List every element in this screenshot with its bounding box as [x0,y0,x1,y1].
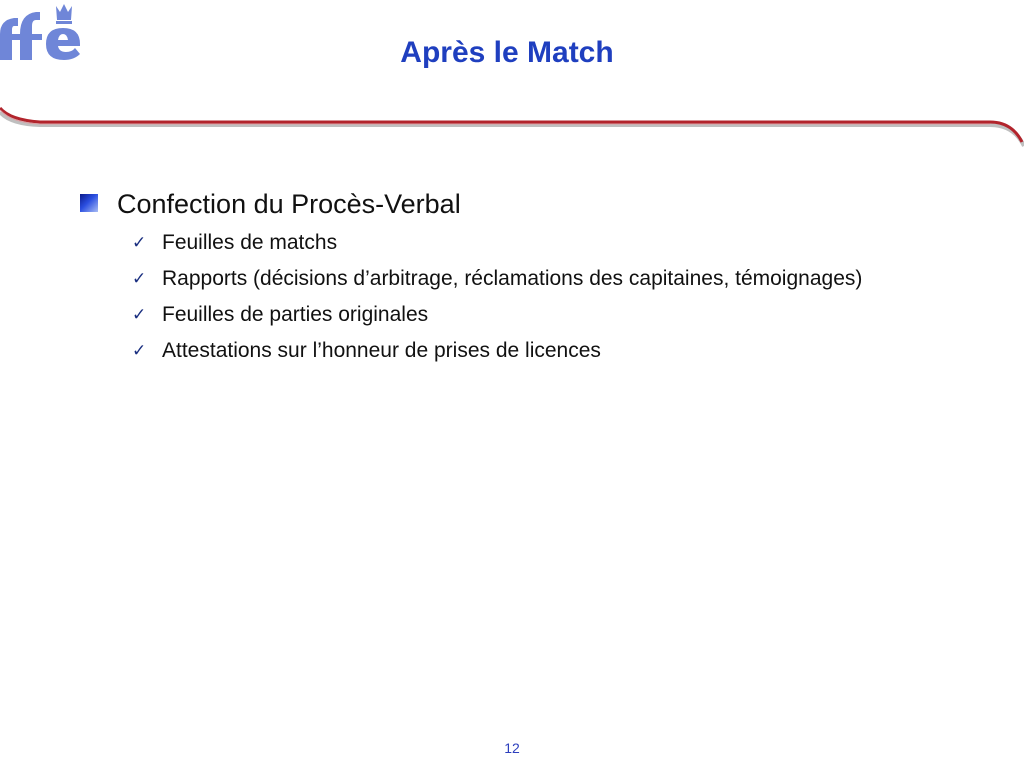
checkmark-icon: ✓ [132,269,147,289]
slide-content [80,186,980,372]
sub-bullet-list [80,228,980,366]
decorative-rule [0,98,1024,158]
sub-bullet-text: Feuilles de parties originales [162,303,429,326]
main-bullet-item [80,186,980,222]
sub-bullet-text: Attestations sur l’honneur de prises de licences [162,339,601,362]
sub-bullet-text: Rapports (décisions d’arbitrage, réclamations des capitaines, témoignages) [162,267,863,290]
main-bullet-text: Confection du Procès-Verbal [117,189,461,219]
page-number: 12 [504,740,520,756]
sub-bullet-item [132,228,980,258]
sub-bullet-item [132,300,980,330]
sub-bullet-text: Feuilles de matchs [162,231,338,254]
checkmark-icon: ✓ [132,305,147,325]
sub-bullet-item [132,336,980,366]
sub-bullet-item [132,264,980,294]
checkmark-icon: ✓ [132,341,147,361]
square-bullet-icon [80,194,98,212]
slide-title: Après le Match [400,36,614,69]
checkmark-icon: ✓ [132,233,147,253]
